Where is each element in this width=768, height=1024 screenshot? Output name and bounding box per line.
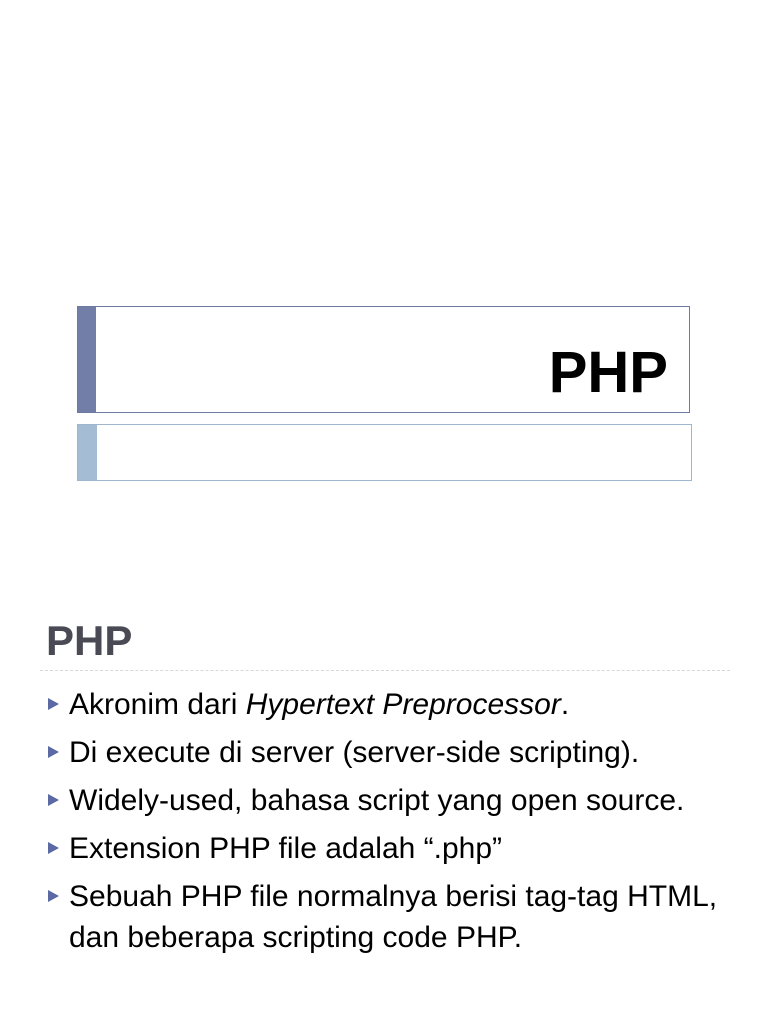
- bullet-item: [46, 684, 746, 725]
- subtitle-accent-bar: [78, 425, 97, 480]
- bullet-item: [46, 876, 746, 958]
- title-divider: [40, 670, 730, 671]
- content-slide: [0, 576, 768, 1024]
- triangle-right-icon: [48, 698, 59, 710]
- bullet-text: Widely-used, bahasa script yang open source.: [69, 784, 685, 817]
- bullet-emphasis: Hypertext Preprocessor: [245, 688, 561, 721]
- content-slide-title: PHP: [46, 617, 133, 664]
- bullet-text: Extension PHP file adalah “.php”: [69, 832, 503, 865]
- title-placeholder[interactable]: [77, 306, 690, 413]
- bullet-text: Sebuah PHP file normalnya berisi tag-tag HTML, dan beberapa scripting code PHP.: [69, 880, 718, 954]
- bullet-text-end: .: [560, 688, 570, 721]
- triangle-right-icon: [48, 890, 59, 902]
- bullet-text: Di execute di server (server-side scripting).: [69, 736, 640, 769]
- bullet-item: [46, 780, 746, 821]
- triangle-right-icon: [48, 842, 59, 854]
- bullet-list: [46, 684, 746, 965]
- triangle-right-icon: [48, 794, 59, 806]
- bullet-item: [46, 828, 746, 869]
- bullet-text: Akronim dari: [69, 688, 246, 721]
- subtitle-placeholder[interactable]: [77, 424, 692, 481]
- triangle-right-icon: [48, 746, 59, 758]
- title-accent-bar: [78, 307, 96, 412]
- bullet-item: [46, 732, 746, 773]
- slide-title: PHP: [548, 340, 668, 405]
